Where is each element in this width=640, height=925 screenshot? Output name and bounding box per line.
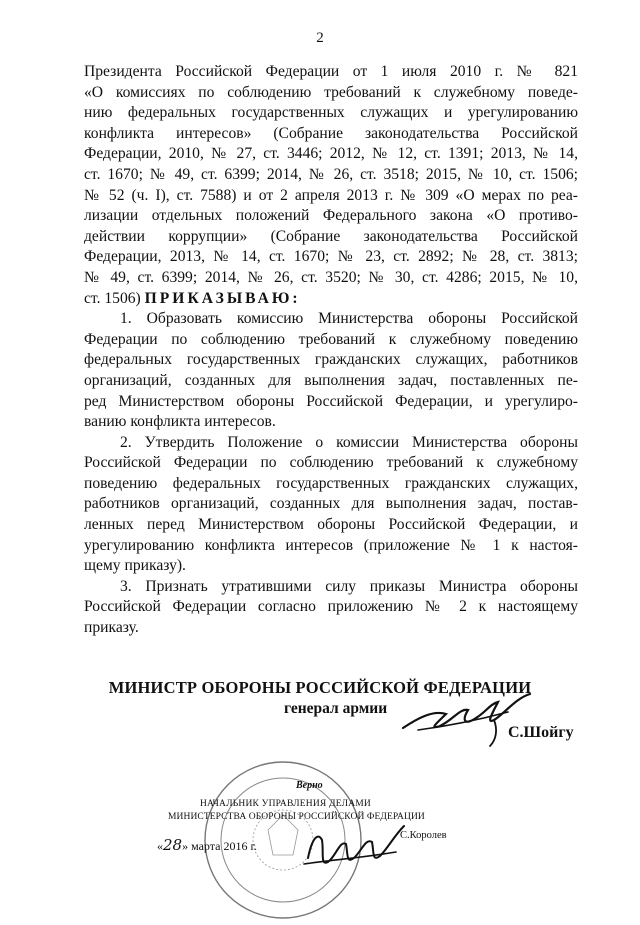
text-line: ленных перед Министерством обороны Российской Федерации, и: [84, 516, 578, 534]
text-line: урегулированию конфликта интересов (приложение № 1 к настоя-: [84, 536, 578, 554]
date-month-year: марта 2016 г.: [191, 839, 258, 853]
text-line: Федерации по соблюдению требований к служебному поведению: [84, 330, 578, 348]
text-line: ванию конфликта интересов.: [84, 413, 276, 431]
certification-mark: Верно: [296, 780, 323, 791]
text-line: ред Министерством обороны Российской Федерации, и урегулиро-: [84, 392, 578, 410]
certification-date: «28» марта 2016 г.: [157, 836, 258, 854]
certifier-position: НАЧАЛЬНИК УПРАВЛЕНИЯ ДЕЛАМИ: [200, 799, 371, 809]
text-fragment: ст. 1506): [84, 289, 141, 307]
text-line: 3. Признать утратившими силу приказы Министра обороны: [120, 577, 578, 595]
text-line: «О комиссиях по соблюдению требований к служебному поведе-: [84, 83, 578, 101]
signatory-title: МИНИСТР ОБОРОНЫ РОССИЙСКОЙ ФЕДЕРАЦИИ: [108, 678, 532, 697]
date-day: 28: [163, 836, 183, 854]
certifier-ministry: МИНИСТЕРСТВА ОБОРОНЫ РОССИЙСКОЙ ФЕДЕРАЦИИ: [168, 812, 425, 822]
text-line: № 49, ст. 6399; 2014, № 26, ст. 3520; № 30, ст. 4286; 2015, № 10,: [84, 268, 578, 286]
order-item-3: [84, 577, 578, 639]
signatory-rank: генерал армии: [284, 700, 388, 717]
text-line: [84, 289, 578, 310]
text-line: ст. 1670; № 49, ст. 6399; 2014, № 26, ст. 3518; 2015, № 10, ст. 1506;: [84, 165, 578, 183]
text-line: № 52 (ч. I), ст. 7588) и от 2 апреля 2013 г. № 309 «О мерах по реа-: [84, 186, 578, 204]
text-line: Федерации, 2013, № 14, ст. 1670; № 23, ст. 2892; № 28, ст. 3813;: [84, 248, 578, 266]
text-line: 2. Утвердить Положение о комиссии Министерства обороны: [120, 433, 578, 451]
order-item-1: [84, 309, 578, 433]
text-line: организаций, созданных для выполнения задач, поставленных пе-: [84, 371, 578, 389]
order-item-2: [84, 433, 578, 577]
text-line: Президента Российской Федерации от 1 июля 2010 г. № 821: [84, 63, 578, 80]
text-line: работников организаций, созданных для выполнения задач, постав-: [84, 495, 578, 513]
certifier-signature: [300, 818, 410, 878]
signatory-name: С.Шойгу: [508, 724, 574, 741]
text-line: действии коррупции» (Собрание законодательства Российской: [84, 227, 578, 245]
minister-signature: [398, 690, 538, 750]
text-line: Российской Федерации по соблюдению требований к служебному: [84, 454, 578, 472]
certifier-name: С.Королев: [400, 830, 447, 841]
text-line: поведению федеральных государственных гражданских служащих,: [84, 474, 578, 492]
text-line: конфликта интересов» (Собрание законодательства Российской: [84, 124, 578, 142]
text-line: федеральных государственных гражданских служащих, работников: [84, 351, 578, 369]
text-line: Российской Федерации согласно приложению № 2 к настоящему: [84, 598, 578, 616]
order-keyword: ПРИКАЗЫВАЮ:: [144, 289, 301, 307]
text-line: нию федеральных государственных служащих и урегулированию: [84, 104, 578, 122]
intro-paragraph: [84, 62, 578, 309]
text-line: 1. Образовать комиссию Министерства обороны Российской: [120, 310, 578, 328]
text-line: Федерации, 2010, № 27, ст. 3446; 2012, № 12, ст. 1391; 2013, № 14,: [84, 145, 578, 163]
text-line: лизации отдельных положений Федерального закона «О противо-: [84, 207, 578, 225]
document-body: [84, 62, 578, 639]
text-line: приказу.: [84, 619, 139, 637]
text-line: щему приказу).: [84, 557, 186, 575]
page-number: 2: [316, 30, 324, 46]
